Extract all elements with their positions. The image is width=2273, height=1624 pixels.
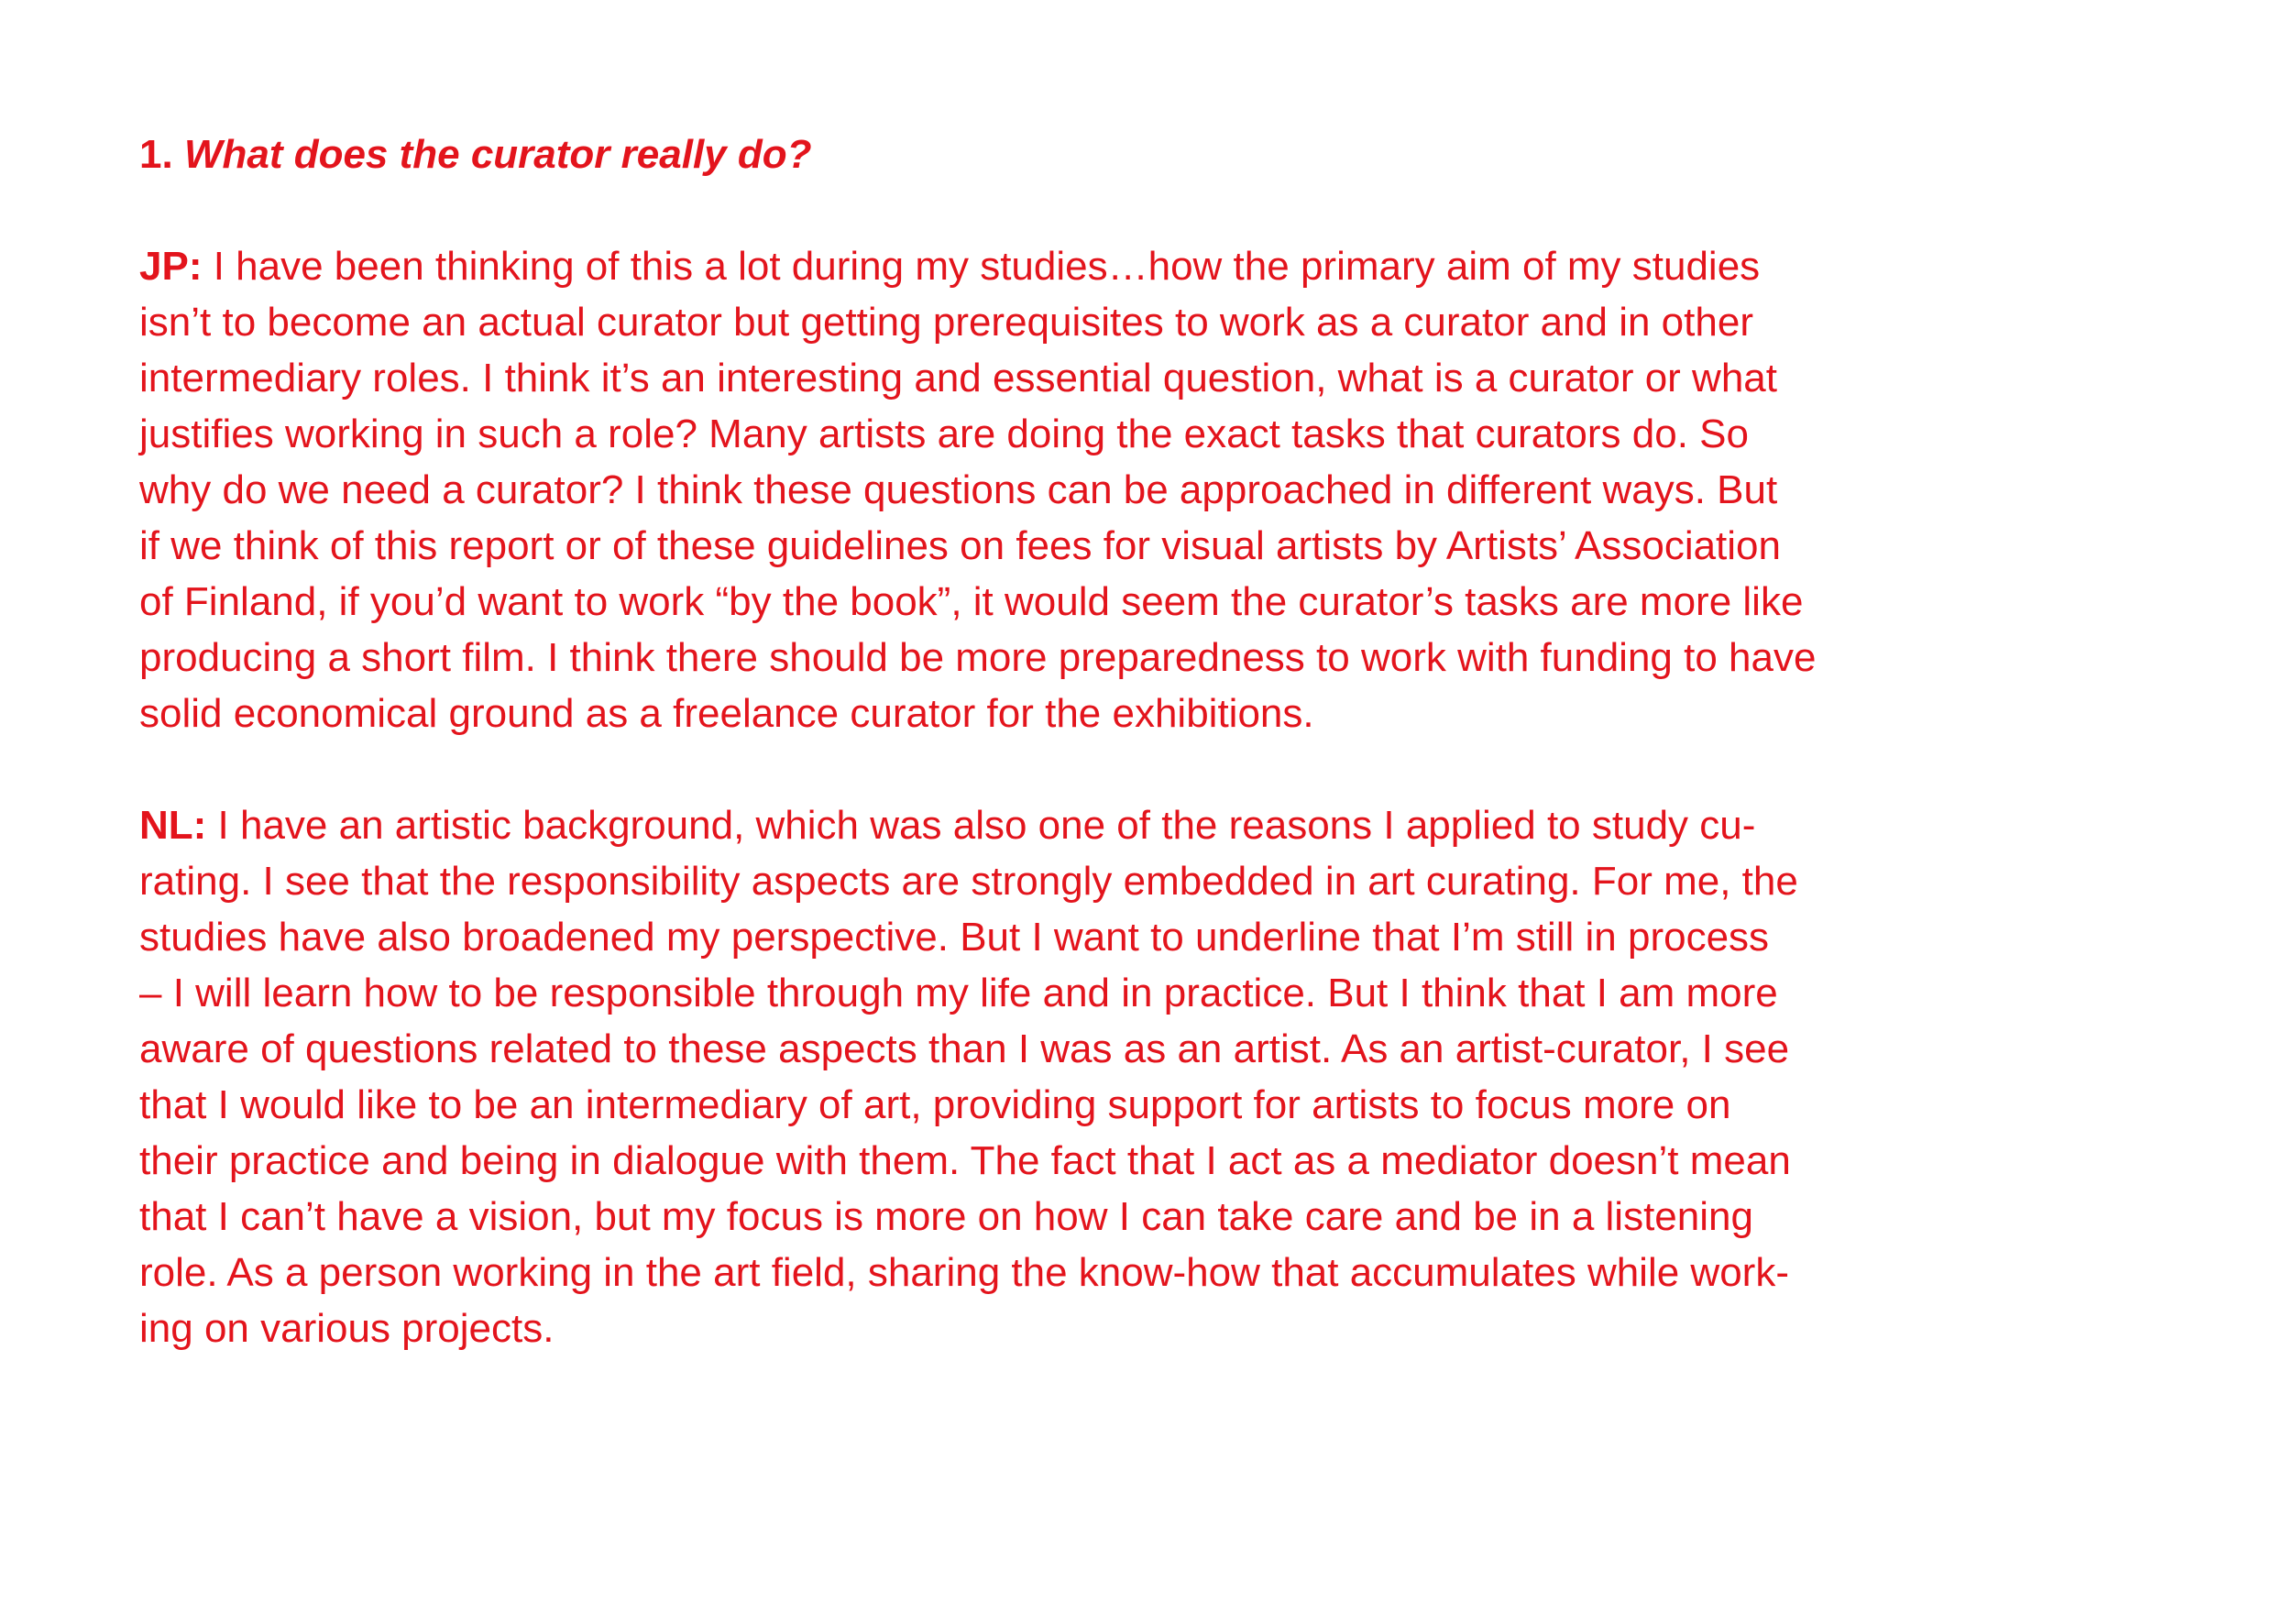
answer-line: rating. I see that the responsibility aspects are strongly embedded in art curating. For me, the [139, 859, 1798, 904]
answer-line: solid economical ground as a freelance curator for the exhibitions. [139, 691, 1314, 736]
answer-line: role. As a person working in the art field, sharing the know-how that accumulates while work- [139, 1250, 1789, 1295]
answer-line-text: I have been thinking of this a lot during my studies…how the primary aim of my studies [202, 244, 1761, 289]
answer-line: that I would like to be an intermediary of art, providing support for artists to focus more on [139, 1082, 1731, 1127]
answer-line: producing a short film. I think there should be more preparedness to work with funding to have [139, 635, 1817, 680]
answer-nl [139, 797, 2156, 1356]
speaker-label: JP: [139, 244, 203, 289]
answer-line: intermediary roles. I think it’s an interesting and essential question, what is a curator or what [139, 356, 1777, 401]
answer-jp [139, 238, 2156, 741]
answer-line: justifies working in such a role? Many artists are doing the exact tasks that curators do. So [139, 411, 1749, 456]
interview-text [139, 126, 2156, 1412]
question-heading [139, 126, 2156, 182]
answer-line: their practice and being in dialogue with them. The fact that I act as a mediator doesn’t mean [139, 1138, 1791, 1183]
answer-line [139, 238, 2156, 294]
answer-line: that I can’t have a vision, but my focus is more on how I can take care and be in a listening [139, 1194, 1753, 1239]
answer-line: aware of questions related to these aspects than I was as an artist. As an artist-curator, I see [139, 1026, 1790, 1071]
answer-line: – I will learn how to be responsible through my life and in practice. But I think that I am more [139, 971, 1778, 1015]
answer-line [139, 797, 2156, 853]
answer-line-text: I have an artistic background, which was also one of the reasons I applied to study cu- [206, 803, 1756, 848]
answer-line: studies have also broadened my perspective. But I want to underline that I’m still in process [139, 915, 1770, 960]
answer-line: of Finland, if you’d want to work “by the book”, it would seem the curator’s tasks are more like [139, 579, 1804, 624]
speaker-label: NL: [139, 803, 207, 848]
question-number: 1. [139, 132, 173, 177]
answer-line: ing on various projects. [139, 1306, 555, 1351]
answer-line: isn’t to become an actual curator but getting prerequisites to work as a curator and in other [139, 300, 1753, 345]
question-text: What does the curator really do? [183, 132, 812, 177]
answer-line: why do we need a curator? I think these questions can be approached in different ways. But [139, 467, 1778, 512]
answer-line: if we think of this report or of these guidelines on fees for visual artists by Artists’ Association [139, 523, 1782, 568]
